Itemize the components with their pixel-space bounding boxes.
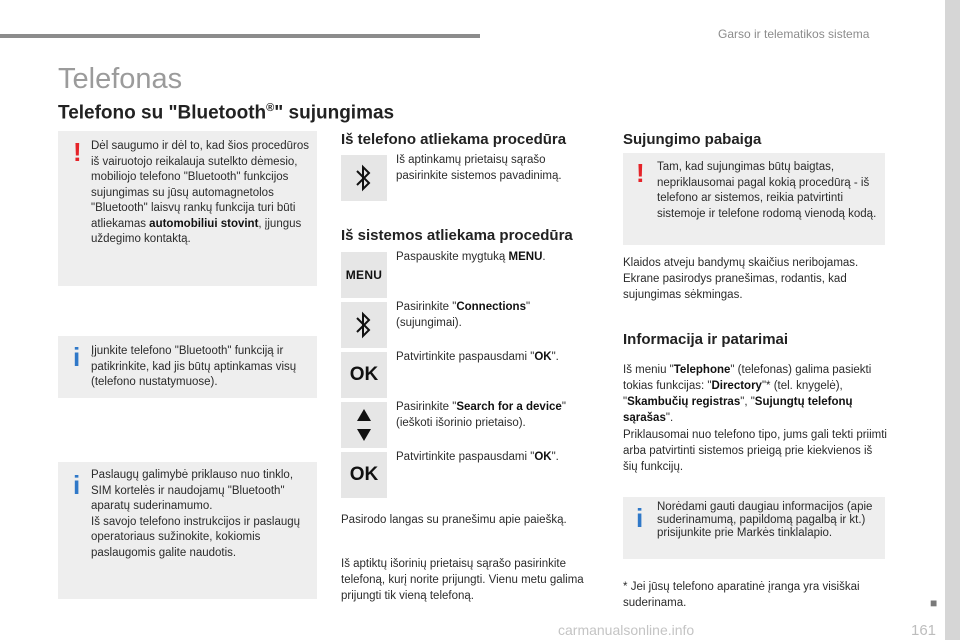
system-step-1: Paspauskite mygtuką MENU. [396,251,546,263]
bluetooth-icon-tile [341,155,387,201]
subtitle-end: " sujungimas [274,102,395,124]
menu-button-tile [341,252,387,298]
bluetooth-icon-tile [341,302,387,348]
footer-watermark: carmanualsonline.info [558,622,695,638]
side-tab-strip [945,0,960,640]
info-icon: i [73,342,81,372]
pairing-code-warning-box [623,153,885,245]
menu-key-label: MENU [345,268,383,282]
website-info-box [623,497,885,559]
side-bullet-marker: ■ [930,596,938,610]
info-services-text: Paslaugų galimybė priklauso nuo tinklo, SIM kortelės ir naudojamų "Bluetooth" aparatų suderinamumo. Iš savojo telefono instrukcijos ir paslaugų operatoriaus sužinokite, kokiomis paslaugomis galite naudotis. [91,469,301,559]
up-down-arrows-icon [354,407,374,443]
tips-paragraph-2: Priklausomai nuo telefono tipo, jums gali tekti priimti arba patvirtinti sistemos prieigą prie kiekvienos iš šių funkcijų. [623,429,887,473]
safety-warning-box [58,131,317,286]
ok-key-label: OK [349,464,379,485]
warning-exclamation-icon: ! [636,158,645,188]
website-info-text: Norėdami gauti daugiau informacijos (apie suderinamumą, papildomą pagalbą ir kt.) prisijunkite prie Markės tinklalapio. [657,501,873,539]
page-number: 161 [911,622,937,639]
ok-button-tile [341,452,387,498]
info-box-bluetooth [58,336,317,398]
bluetooth-icon [353,163,375,193]
header-section-title: Garso ir telematikos sistema [718,27,870,41]
pairing-code-warning-text: Tam, kad sujungimas būtų baigtas, nepriklausomai pagal kokią procedūrą - iš telefono ar sistemos, reikia patvirtinti sistemoje ir telefone rodomą vienodą kodą. [657,161,877,220]
phone-procedure-heading: Iš telefono atliekama procedūra [341,131,567,148]
page-subtitle [58,102,394,124]
ok-key-label: OK [349,364,379,385]
system-step-2: Pasirinkite "Connections" (sujungimai). [396,301,531,329]
system-step-5: Patvirtinkite paspausdami "OK". [396,451,559,463]
pairing-end-heading: Sujungimo pabaiga [623,131,762,148]
system-procedure-heading: Iš sistemos atliekama procedūra [341,227,573,244]
phone-step-text: Iš aptinkamų prietaisų sąrašo pasirinkite sistemos pavadinimą. [396,154,562,182]
info-bluetooth-text: Įjunkite telefono "Bluetooth" funkciją ir patikrinkite, kad jis būtų aptinkamas visų (telefono nustatymuose). [91,345,297,388]
registered-mark: ® [266,102,275,114]
header-rule [0,34,480,38]
footnote: * Jei jūsų telefono aparatinė įranga yra visiškai suderinama. [623,581,860,609]
warning-exclamation-icon: ! [73,137,82,167]
bluetooth-icon [353,310,375,340]
subtitle-main: Telefono su "Bluetooth [58,102,267,124]
tips-heading: Informacija ir patarimai [623,331,789,348]
footnote-asterisk: * [623,581,628,593]
warning-bold-text: automobiliui stovint [149,217,259,230]
system-step-3: Patvirtinkite paspausdami "OK". [396,351,559,363]
pairing-end-text: Klaidos atveju bandymų skaičius neribojamas. Ekrane pasirodys pranešimas, rodantis, kad sujungimas sėkmingas. [623,257,859,301]
search-result-text: Pasirodo langas su pranešimu apie paiešką. [341,514,567,526]
system-step-4: Pasirinkite "Search for a device" (ieškoti išorinio prietaiso). [396,401,566,429]
tips-paragraph-1: Iš meniu "Telephone" (telefonas) galima pasiekti tokias funkcijas: "Directory"* (tel. knygelė), "Skambučių registras", "Sujungtų telefonų sąrašas". [623,364,872,424]
up-down-arrows-tile [341,402,387,448]
info-icon: i [636,503,644,533]
info-icon: i [73,470,81,500]
ok-button-tile [341,352,387,398]
page-title: Telefonas [58,63,183,95]
info-box-services [58,462,317,599]
select-phone-text: Iš aptiktų išorinių prietaisų sąrašo pasirinkite telefoną, kurį norite prijungti. Vienu metu galima prijungti tik vieną telefoną. [341,558,584,602]
safety-warning-text: Dėl saugumo ir dėl to, kad šios procedūros iš vairuotojo reikalauja sutelkto dėmesio, mobiliojo telefono "Bluetooth" funkcijos sujungimas su jūsų automagnetolos "Bluetooth" laisvų rankų funkcija turi būti atliekamas automobiliui stovint, įjungus uždegimo kontaktą. [91,140,309,245]
